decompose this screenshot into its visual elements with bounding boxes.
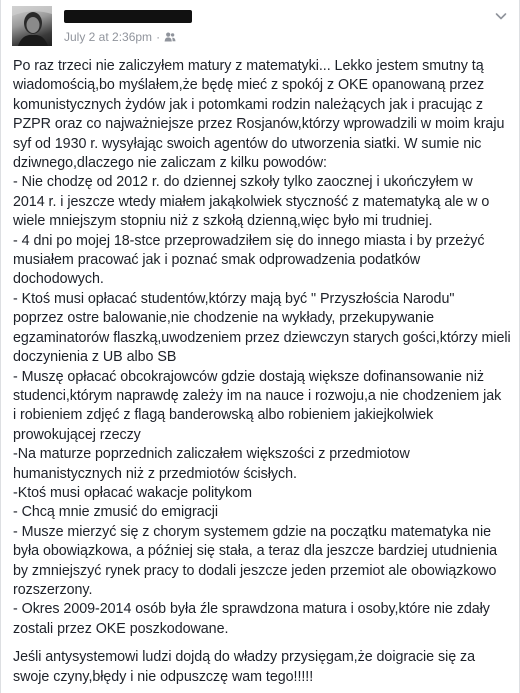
post-text-line: swoje czyny,błędy i nie odpuszczę wam tego!!!!!	[13, 668, 314, 685]
paragraph-gap	[13, 639, 511, 648]
post-text-line: - Muszę opłacać obcokrajowców gdzie dostają większe dofinansowanie niż	[13, 368, 484, 385]
post-text-line: - Nie chodzę od 2012 r. do dziennej szkoły tylko zaocznej i ukończyłem w	[13, 174, 473, 191]
post-timestamp[interactable]: July 2 at 2:36pm	[64, 30, 153, 44]
post-text-line: 2014 r. i jeszcze wtedy miałem jakąkolwiek styczność z matematyką ale w o	[13, 193, 490, 210]
post-header	[12, 6, 509, 48]
post-text-line: wiele mniejszym stopniu niż z szkołą dzienną,więc było mi trudniej.	[13, 213, 433, 230]
post-body	[13, 57, 511, 687]
post-text-line: Po raz trzeci nie zaliczyłem matury z matematyki... Lekko jestem smutny tą	[13, 58, 484, 74]
post-text-line: -Na maturze poprzednich zaliczałem większości z przedmiotow	[13, 446, 410, 463]
post-meta	[64, 30, 176, 44]
post-text-line: humanistycznych niż z przedmiotów ścisłych.	[13, 465, 297, 482]
post-text-line: dziwnego,dlaczego nie zaliczam z kilku powodów:	[13, 155, 327, 172]
author-name-redacted[interactable]	[64, 10, 192, 23]
post-text-line: komunistycznych żydów jak i potomkami rodzin należących jak i pracując z	[13, 96, 483, 113]
avatar-photo-icon	[12, 6, 52, 46]
post-paragraph-closing	[13, 648, 511, 687]
post-options-chevron-down-icon[interactable]	[493, 8, 509, 24]
post-text-line: Jeśli antysystemowi ludzi dojdą do władzy przysięgam,że doigracie się za	[13, 649, 476, 666]
post-text-line: syf od 1930 r. wysyłając swoich agentów do utworzenia siatki. W sumie nic	[13, 135, 482, 152]
post-paragraph-main	[13, 57, 511, 639]
post-text-line: musiałem pracować jak i poznać smak odprowadzenia podatków	[13, 252, 421, 269]
post-text-line: dochodowych.	[13, 271, 104, 288]
post-text-line: - Musze mierzyć się z chorym systemem gdzie na początku matematyka nie	[13, 523, 491, 540]
post-text-line: wiadomością,bo myślałem,że będę mieć z spokój z OKE opanowaną przez	[13, 77, 485, 94]
post-text-line: -Ktoś musi opłacać wakacje politykom	[13, 484, 252, 501]
post-text-line: rozszerzony.	[13, 581, 93, 598]
friends-icon[interactable]	[164, 31, 176, 43]
post-text-line: prowokującej rzeczy	[13, 426, 141, 443]
post-text-line: egzaminatorów flaszką,uwodzeniem przez dziewczyn starych gości,którzy mieli	[13, 329, 511, 346]
post-text-line: studenci,którym naprawdę zależy im na nauce i rozwoju,a nie chodzeniem jak	[13, 387, 502, 404]
post-text-line: PZPR oraz co najważniejsze przez Rosjanów,którzy wprowadzili w moim kraju	[13, 116, 505, 133]
meta-separator: ·	[156, 30, 161, 44]
author-avatar[interactable]	[12, 6, 52, 46]
post-text-line: - Ktoś musi opłacać studentów,którzy mają być " Przyszłościa Narodu"	[13, 290, 455, 307]
post-text-line: - Okres 2009-2014 osób była źle sprawdzona matura i osoby,które nie zdały	[13, 601, 490, 618]
post-text-line: i robieniem zdjęć z flagą banderowską albo robieniem jakiejkolwiek	[13, 407, 434, 424]
post-text-line: była obowiązkowa, a później się stała, a teraz dla jeszcze bardziej utudnienia	[13, 543, 498, 560]
post-text-line: - Chcą mnie zmusić do emigracji	[13, 504, 219, 521]
post-text-line: - 4 dni po mojej 18-stce przeprowadziłem się do innego miasta i by przeżyć	[13, 232, 485, 249]
post-text-line: zostali przez OKE poszkodowane.	[13, 620, 229, 637]
post-text-line: poprzez ostre balowanie,nie chodzenie na wykłady, przekupywanie	[13, 310, 434, 327]
post-text-line: by zmniejszyć rynek pracy to dodali jeszcze jeden przemiot ale obowiązkowo	[13, 562, 497, 579]
post-text-line: doczynienia z UB albo SB	[13, 349, 177, 366]
